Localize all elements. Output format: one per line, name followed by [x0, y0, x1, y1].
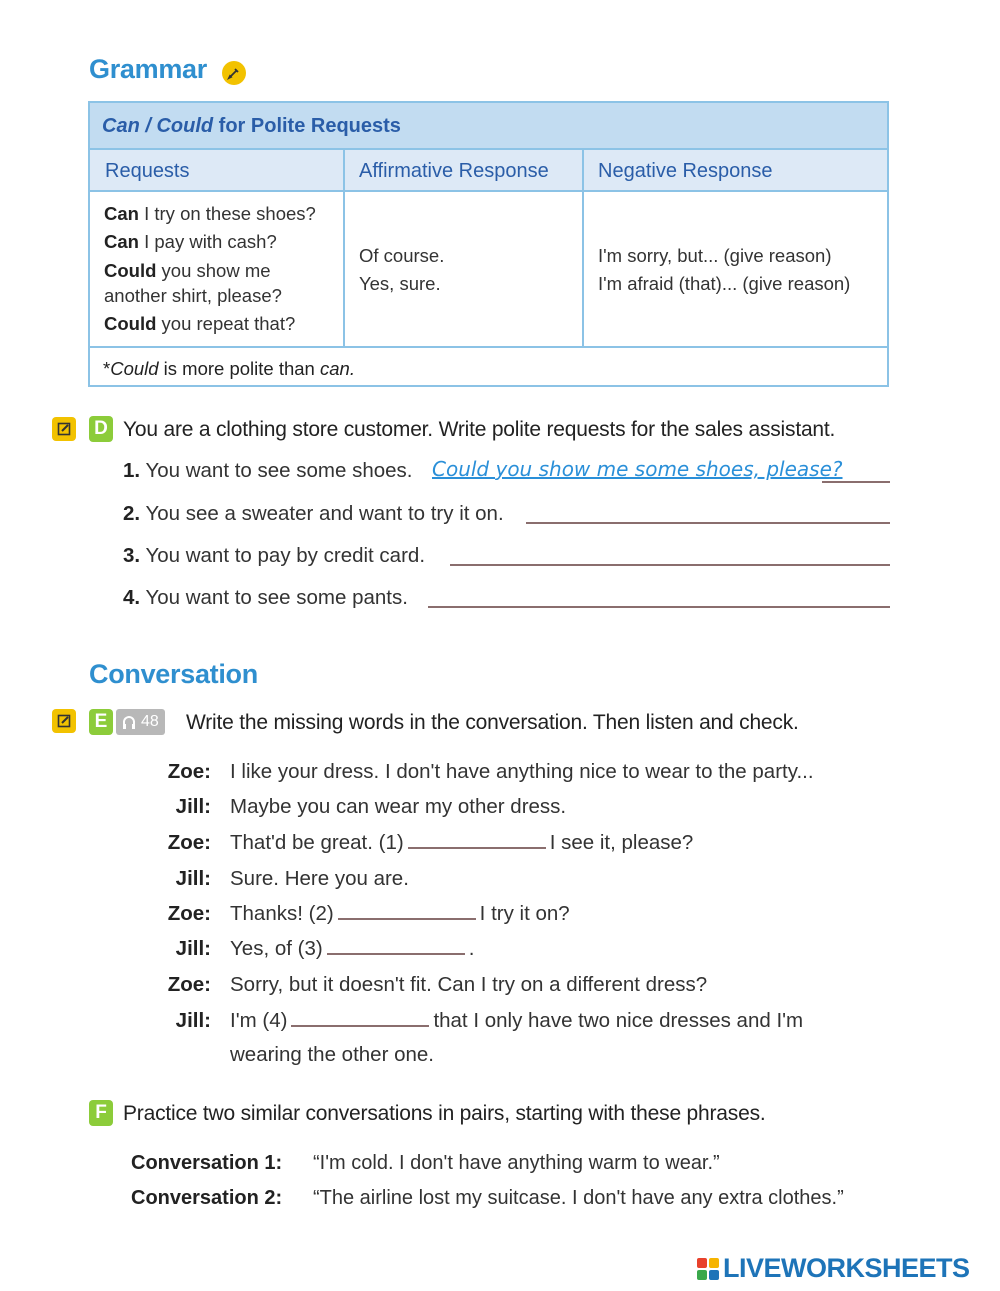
- dialogue-line: I'm (4) that I only have two nice dresses and I'm: [230, 1009, 804, 1032]
- audio-track-button[interactable]: [116, 709, 165, 735]
- grammar-table-title: [90, 103, 887, 148]
- blank-4[interactable]: [291, 1009, 429, 1027]
- grammar-footnote: *Could is more polite than can.: [90, 346, 887, 387]
- conversation-1-label: Conversation 1:: [131, 1152, 283, 1174]
- negative-line: I'm afraid (that)... (give reason): [598, 273, 851, 294]
- grammar-heading: Grammar: [89, 54, 207, 84]
- answer-field-3[interactable]: [450, 564, 890, 566]
- speaker-label: Jill:: [175, 867, 211, 890]
- write-pencil-icon: [52, 709, 76, 733]
- answer-line: [822, 481, 890, 483]
- dialogue-line-continued: wearing the other one.: [230, 1043, 434, 1066]
- request-line: another shirt, please?: [104, 285, 282, 306]
- header-requests: Requests: [105, 160, 190, 182]
- liveworksheets-logo[interactable]: [697, 1253, 970, 1284]
- column-divider: [343, 148, 345, 346]
- dialogue-line: Thanks! (2) I try it on?: [230, 902, 570, 925]
- speaker-label: Jill:: [175, 937, 211, 960]
- exercise-f-instruction: Practice two similar conversations in pairs, starting with these phrases.: [123, 1102, 766, 1125]
- grammar-reference-icon: [222, 61, 246, 85]
- exercise-d-item-3: 3. You want to pay by credit card.: [123, 544, 426, 567]
- exercise-d-item-2: 2. You see a sweater and want to try it on.: [123, 502, 504, 525]
- conversation-1-text: “I'm cold. I don't have anything warm to wear.”: [313, 1152, 720, 1174]
- track-number: 48: [141, 713, 159, 730]
- blank-2[interactable]: [338, 902, 476, 920]
- negative-cell: [598, 242, 850, 298]
- request-line: Could you show me: [104, 260, 271, 281]
- conversation-2-text: “The airline lost my suitcase. I don't have any extra clothes.”: [313, 1187, 844, 1209]
- liveworksheets-logo-icon: [697, 1258, 719, 1280]
- answer-field-2[interactable]: [526, 522, 890, 524]
- dialogue-line: That'd be great. (1) I see it, please?: [230, 831, 694, 854]
- dialogue-line: Sure. Here you are.: [230, 867, 409, 890]
- negative-line: I'm sorry, but... (give reason): [598, 245, 832, 266]
- conversation-heading: Conversation: [89, 659, 258, 689]
- brand-name: LIVEWORKSHEETS: [723, 1253, 970, 1283]
- blank-3[interactable]: [327, 937, 465, 955]
- dialogue-line: Maybe you can wear my other dress.: [230, 795, 567, 818]
- write-pencil-icon: [52, 417, 76, 441]
- header-negative: Negative Response: [598, 160, 773, 182]
- exercise-f-badge: F: [89, 1100, 113, 1126]
- speaker-label: Zoe:: [167, 902, 211, 925]
- dialogue-line: Sorry, but it doesn't fit. Can I try on a different dress?: [230, 973, 708, 996]
- exercise-d-item-1: 1. You want to see some shoes.: [123, 459, 413, 482]
- request-line: Can I pay with cash?: [104, 231, 277, 252]
- speaker-label: Zoe:: [167, 973, 211, 996]
- request-line: Could you repeat that?: [104, 313, 296, 334]
- affirmative-cell: [359, 242, 444, 298]
- grammar-table: [88, 101, 889, 387]
- headphones-icon: [122, 714, 136, 730]
- exercise-e-instruction: Write the missing words in the conversation. Then listen and check.: [186, 711, 799, 734]
- affirmative-line: Of course.: [359, 245, 445, 266]
- conversation-2-label: Conversation 2:: [131, 1187, 283, 1209]
- exercise-e-badge: E: [89, 709, 113, 735]
- affirmative-line: Yes, sure.: [359, 273, 441, 294]
- answer-field-4[interactable]: [428, 606, 890, 608]
- column-divider: [582, 148, 584, 346]
- speaker-label: Jill:: [175, 1009, 211, 1032]
- speaker-label: Jill:: [175, 795, 211, 818]
- request-line: Can I try on these shoes?: [104, 203, 316, 224]
- grammar-table-header-row: [90, 148, 887, 192]
- speaker-label: Zoe:: [167, 760, 211, 783]
- blank-1[interactable]: [408, 831, 546, 849]
- answer-field-1[interactable]: Could you show me some shoes, please?: [432, 457, 843, 481]
- exercise-d-badge: D: [89, 416, 113, 442]
- title-italic: Can / Could: [102, 115, 214, 137]
- title-rest: for Polite Requests: [213, 115, 401, 137]
- requests-cell: [104, 200, 340, 338]
- speaker-label: Zoe:: [167, 831, 211, 854]
- dialogue-line: I like your dress. I don't have anything nice to wear to the party...: [230, 760, 814, 783]
- header-affirmative: Affirmative Response: [359, 160, 549, 182]
- exercise-d-instruction: You are a clothing store customer. Write polite requests for the sales assistant.: [123, 418, 836, 441]
- dialogue-line: Yes, of (3) .: [230, 937, 475, 960]
- exercise-d-item-4: 4. You want to see some pants.: [123, 586, 408, 609]
